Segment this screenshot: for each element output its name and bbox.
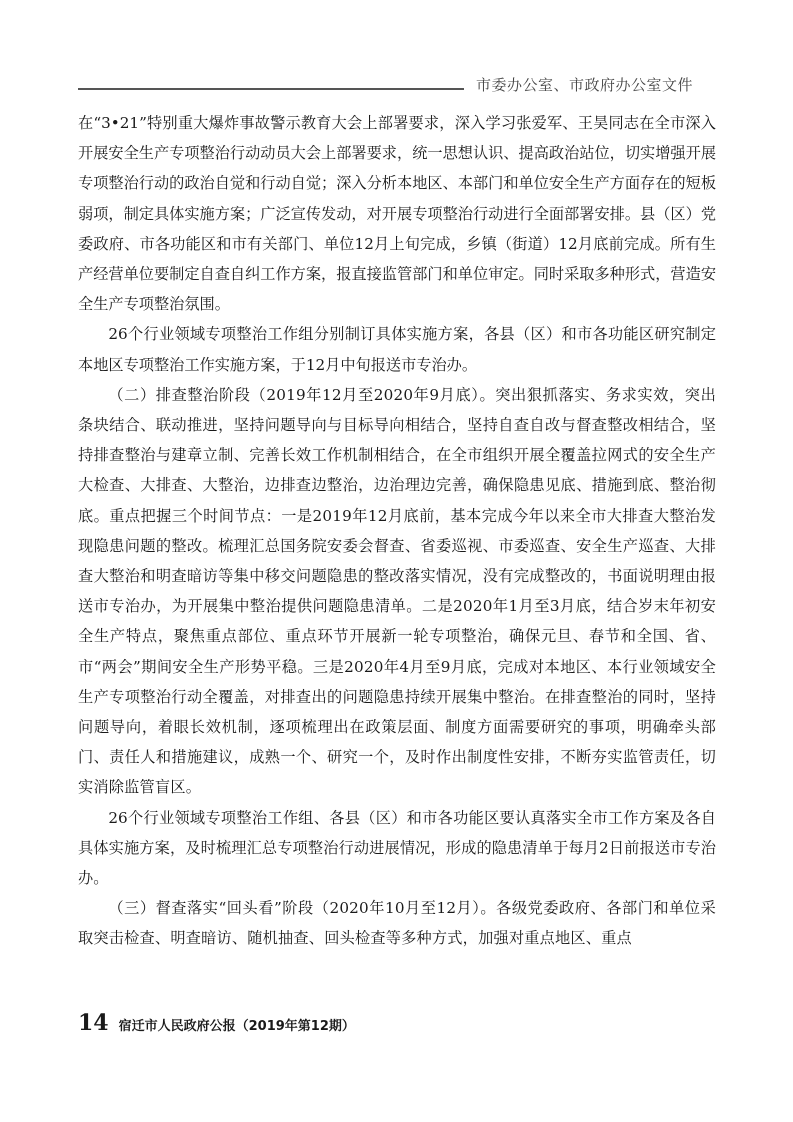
page-number: 14	[78, 1010, 109, 1036]
paragraph: 26个行业领域专项整治工作组分别制订具体实施方案，各县（区）和市各功能区研究制定本地区专项整治工作实施方案，于12月中旬报送市专治办。	[78, 325, 716, 374]
section-paragraph-3: （三）督查落实“回头看”阶段（2020年10月至12月）。各级党委政府、各部门和单位采取突击检查、明查暗访、随机抽查、回头检查等多种方式，加强对重点地区、重点	[78, 899, 716, 948]
paragraph: 26个行业领域专项整治工作组、各县（区）和市各功能区要认真落实全市工作方案及各自具体实施方案，及时梳理汇总专项整治行动进展情况，形成的隐患清单于每月2日前报送市专治办。	[78, 808, 716, 888]
running-header: 市委办公室、市政府办公室文件	[476, 76, 694, 94]
paragraph-continued: 在“3•21”特别重大爆炸事故警示教育大会上部署要求，深入学习张爱军、王昊同志在全市深入开展安全生产专项整治行动动员大会上部署要求，统一思想认识、提高政治站位，切实增强开展专项整治行动的政治自觉和行动自觉；深入分析本地区、本部门和单位安全生产方面存在的短板弱项，制定具体实施方案；广泛宣传发动，对开展专项整治行动进行全面部署安排。县（区）党委政府、市各功能区和市有关部门、单位12月上旬完成，乡镇（街道）12月底前完成。所有生产经营单位要制定自查自纠工作方案，报直接监管部门和单位审定。同时采取多种形式，营造安全生产专项整治氛围。	[78, 114, 716, 314]
body-text	[78, 108, 716, 954]
header-rule	[78, 88, 464, 90]
journal-title: 宿迁市人民政府公报（2019年第12期）	[118, 1019, 355, 1034]
section-paragraph-2: （二）排查整治阶段（2019年12月至2020年9月底）。突出狠抓落实、务求实效，突出条块结合、联动推进，坚持问题导向与目标导向相结合，坚持自查自改与督查整改相结合，坚持排查整治与建章立制、完善长效工作机制相结合，在全市组织开展全覆盖拉网式的安全生产大检查、大排查、大整治，边排查边整治，边治理边完善，确保隐患见底、措施到底、整治彻底。重点把握三个时间节点：一是2019年12月底前，基本完成今年以来全市大排查大整治发现隐患问题的整改。梳理汇总国务院安委会督查、省委巡视、市委巡查、安全生产巡查、大排查大整治和明查暗访等集中移交问题隐患的整改落实情况，没有完成整改的，书面说明理由报送市专治办，为开展集中整治提供问题隐患清单。二是2020年1月至3月底，结合岁末年初安全生产特点，聚焦重点部位、重点环节开展新一轮专项整治，确保元旦、春节和全国、省、市“两会”期间安全生产形势平稳。三是2020年4月至9月底，完成对本地区、本行业领域安全生产专项整治行动全覆盖，对排查出的问题隐患持续开展集中整治。在排查整治的同时，坚持问题导向，着眼长效机制，逐项梳理出在政策层面、制度方面需要研究的事项，明确牵头部门、责任人和措施建议，成熟一个、研究一个，及时作出制度性安排，不断夯实监管责任，切实消除监管盲区。	[78, 385, 716, 797]
page-footer	[78, 1010, 355, 1036]
